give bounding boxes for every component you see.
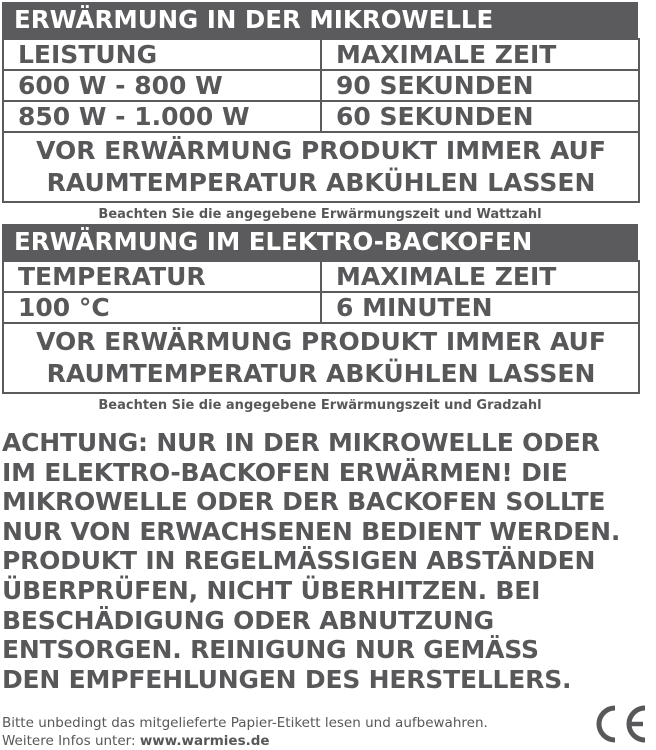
ce-mark-icon	[593, 702, 649, 746]
column-header-max-time: MAXIMALE ZEIT	[321, 39, 639, 70]
time-cell: 60 SEKUNDEN	[321, 101, 639, 132]
footer	[2, 714, 488, 750]
cooling-note	[3, 323, 639, 393]
warning-line: PRODUKT IN REGELMÄSSIGEN ABSTÄNDEN	[2, 546, 596, 576]
oven-table	[2, 260, 640, 394]
column-header-max-time: MAXIMALE ZEIT	[321, 261, 639, 292]
time-cell: 90 SEKUNDEN	[321, 70, 639, 101]
cooling-note-line: RAUMTEMPERATUR ABKÜHLEN LASSEN	[46, 168, 596, 197]
oven-section	[2, 224, 638, 413]
warning-line: MIKROWELLE ODER DER BACKOFEN SOLLTE	[2, 487, 606, 517]
table-row	[3, 323, 639, 393]
warning-line: BESCHÄDIGUNG ODER ABNUTZUNG	[2, 605, 494, 635]
table-row	[3, 132, 639, 202]
cooling-note-line: VOR ERWÄRMUNG PRODUKT IMMER AUF	[36, 327, 606, 356]
warning-text	[2, 428, 652, 694]
table-row	[3, 39, 639, 70]
website-link[interactable]: www.warmies.de	[139, 733, 270, 749]
cooling-note	[3, 132, 639, 202]
cooling-note-line: VOR ERWÄRMUNG PRODUKT IMMER AUF	[36, 136, 606, 165]
oven-header: ERWÄRMUNG IM ELEKTRO-BACKOFEN	[2, 224, 638, 260]
microwave-header: ERWÄRMUNG IN DER MIKROWELLE	[2, 2, 638, 38]
microwave-caption: Beachten Sie die angegebene Erwärmungszeit und Wattzahl	[98, 207, 542, 222]
warning-line: ÜBERPRÜFEN, NICHT ÜBERHITZEN. BEI	[2, 575, 541, 605]
table-row	[3, 101, 639, 132]
power-cell: 600 W - 800 W	[3, 70, 321, 101]
table-row	[3, 70, 639, 101]
footer-instruction: Bitte unbedingt das mitgelieferte Papier-Etikett lesen und aufbewahren.	[2, 715, 488, 731]
column-header-power: LEISTUNG	[3, 39, 321, 70]
warning-line: NUR VON ERWACHSENEN BEDIENT WERDEN.	[2, 516, 621, 546]
table-row	[3, 292, 639, 323]
oven-caption: Beachten Sie die angegebene Erwärmungszeit und Gradzahl	[98, 398, 542, 413]
cooling-note-line: RAUMTEMPERATUR ABKÜHLEN LASSEN	[46, 359, 596, 388]
microwave-table	[2, 38, 640, 203]
column-header-temperature: TEMPERATUR	[3, 261, 321, 292]
footer-info	[2, 732, 488, 750]
temperature-cell: 100 °C	[3, 292, 321, 323]
warning-line: IM ELEKTRO-BACKOFEN ERWÄRMEN! DIE	[2, 457, 568, 487]
warning-line: ENTSORGEN. REINIGUNG NUR GEMÄSS	[2, 635, 539, 665]
table-row	[3, 261, 639, 292]
power-cell: 850 W - 1.000 W	[3, 101, 321, 132]
warning-line: ACHTUNG: NUR IN DER MIKROWELLE ODER	[2, 428, 600, 457]
warning-line: DEN EMPFEHLUNGEN DES HERSTELLERS.	[2, 664, 572, 694]
time-cell: 6 MINUTEN	[321, 292, 639, 323]
footer-info-prefix: Weitere Infos unter:	[2, 733, 140, 749]
microwave-section	[2, 2, 638, 222]
